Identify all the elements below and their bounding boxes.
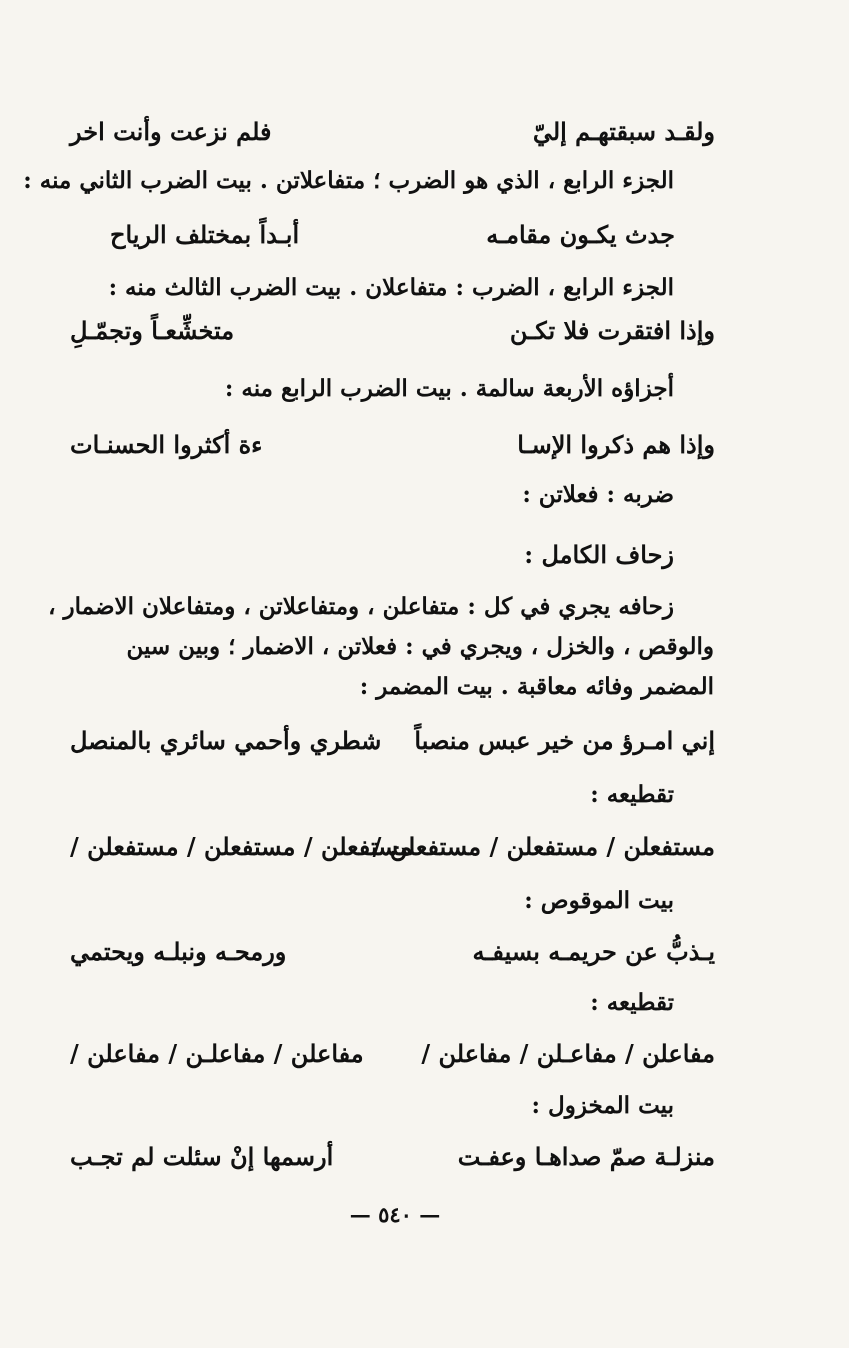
verse-3 [70,314,715,348]
verse-2 [110,218,675,252]
text-line-2: الجزء الرابع ، الذي هو الضرب ؛ متفاعلاتن . بيت الضرب الثاني منه : [23,167,674,194]
verse-4 [70,428,715,462]
verse-1 [70,115,715,149]
text-line-8: ضربه : فعلاتن : [522,481,674,508]
mawqus-label: بيت الموقوص : [524,887,674,914]
verse-9 [70,1140,715,1174]
section-heading: زحاف الكامل : [524,540,674,569]
verse-7-second-hemistich: ورمحـه ونبلـه ويحتمي [70,937,287,966]
paragraph-line-3: المضمر وفائه معاقبة . بيت المضمر : [359,673,714,700]
text-line-6: أجزاؤه الأربعة سالمة . بيت الضرب الرابع منه : [224,375,674,402]
verse-5 [70,724,715,758]
makhzul-label: بيت المخزول : [531,1092,674,1119]
verse-7-first-hemistich: يـذبُّ عن حريمـه بسيفـه [472,937,715,966]
verse-4-second-hemistich: ءة أكثروا الحسنـات [70,430,263,459]
scansion-1-first-hemistich: مستفعلن / مستفعلن / مستفعلن / [372,832,715,861]
scansion-1 [70,830,715,864]
scansion-2 [70,1037,715,1071]
verse-9-second-hemistich: أرسمها إنْ سئلت لم تجـب [70,1142,334,1171]
verse-9-first-hemistich: منزلـة صمّ صداهـا وعفـت [457,1142,715,1171]
verse-2-second-hemistich: أبـداً بمختلف الرياح [110,220,300,249]
scansion-label-1: تقطيعه : [590,781,674,808]
verse-7 [70,935,715,969]
verse-1-first-hemistich: ولقـد سبقتهـم إليّ [532,117,715,146]
paragraph-line-1: زحافه يجري في كل : متفاعلن ، ومتفاعلاتن ، ومتفاعلان الاضمار ، [48,593,674,620]
scansion-label-2: تقطيعه : [590,989,674,1016]
scansion-2-second-hemistich: مفاعلن / مفاعلـن / مفاعلن / [70,1039,364,1068]
verse-5-second-hemistich: شطري وأحمي سائري بالمنصل [70,726,382,755]
verse-3-second-hemistich: متخشِّعـاً وتجمّـلِ [70,316,235,345]
verse-5-first-hemistich: إني امـرؤ من خير عبس منصباً [414,726,715,755]
verse-2-first-hemistich: جدث يكـون مقامـه [486,220,675,249]
text-line-4: الجزء الرابع ، الضرب : متفاعلان . بيت الضرب الثالث منه : [108,274,674,301]
scansion-2-first-hemistich: مفاعلن / مفاعـلن / مفاعلن / [421,1039,715,1068]
verse-1-second-hemistich: فلم نزعت وأنت اخر [70,117,272,146]
paragraph-line-2: والوقص ، والخزل ، ويجري في : فعلاتن ، الاضمار ؛ وبين سين [126,633,714,660]
scansion-1-second-hemistich: مستفعلن / مستفعلن / مستفعلن / [70,832,413,861]
page-number: — ٥٤٠ — [349,1202,441,1227]
verse-4-first-hemistich: وإذا هم ذكروا الإسـا [517,430,715,459]
verse-3-first-hemistich: وإذا افتقرت فلا تكـن [509,316,715,345]
